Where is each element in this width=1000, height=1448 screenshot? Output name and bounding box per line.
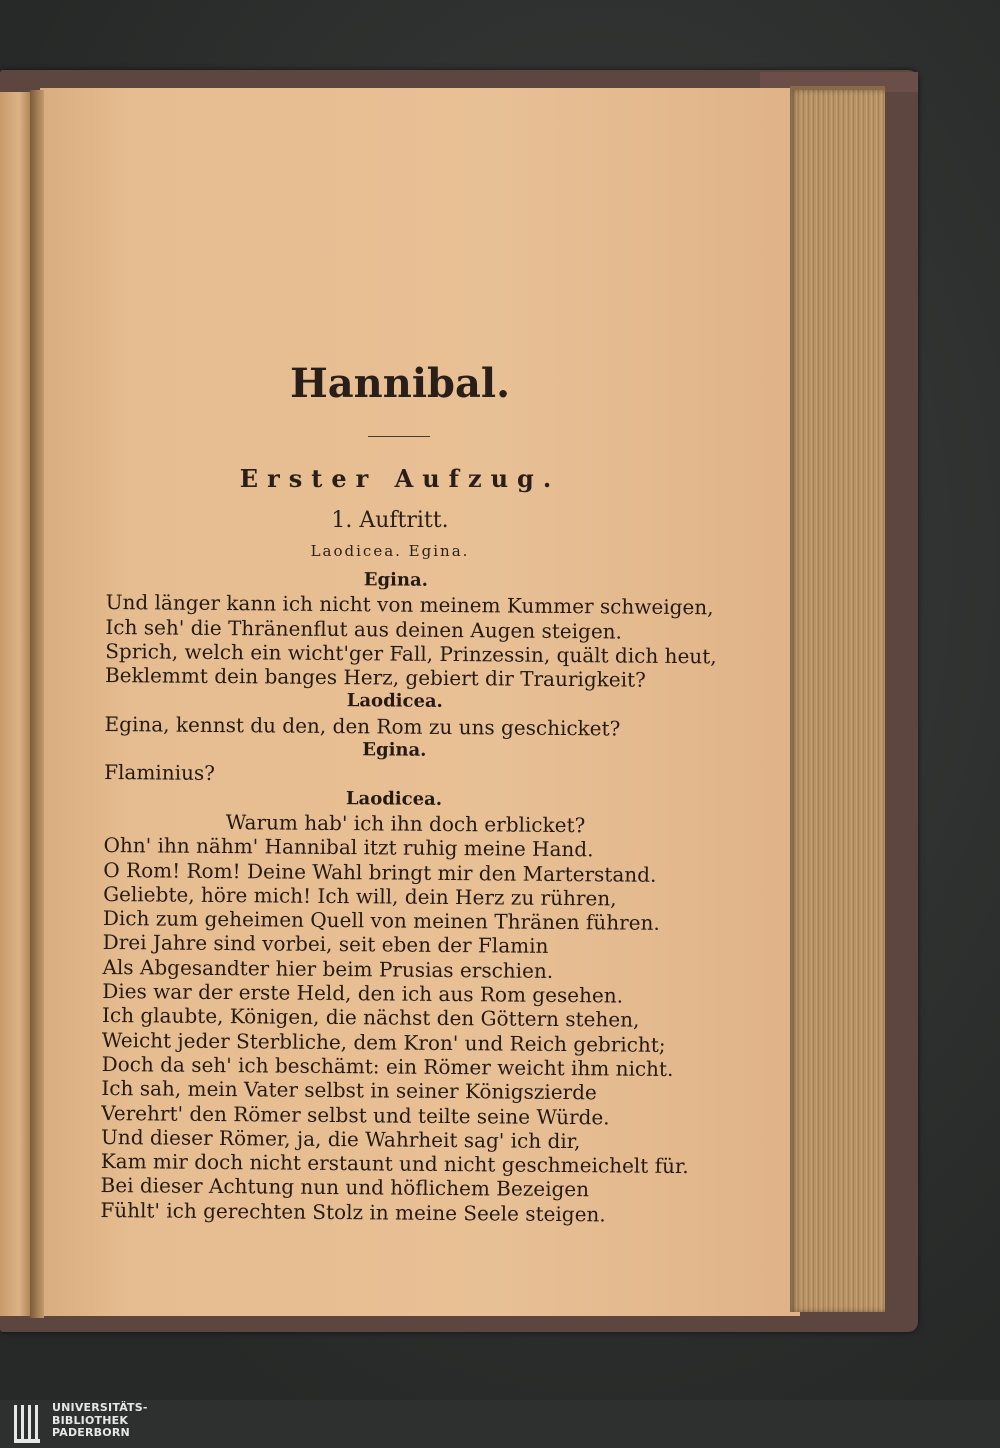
- page-block-edges: [790, 90, 885, 1312]
- verse-line: Dies war der erste Held, den ich aus Rom gesehen.: [102, 979, 624, 1008]
- verse-line: Egina, kennst du den, den Rom zu uns geschicket?: [104, 711, 621, 741]
- verse-line: Ich seh' die Thränenflut aus deinen Augen steigen.: [105, 614, 623, 644]
- verse-line: Doch da seh' ich beschämt: ein Römer weicht ihm nicht.: [101, 1051, 674, 1081]
- verse-line: Und länger kann ich nicht von meinem Kummer schweigen,: [105, 590, 714, 620]
- verse-line: Sprich, welch ein wicht'ger Fall, Prinzessin, quält dich heut,: [105, 638, 717, 669]
- title-divider: [368, 436, 430, 437]
- act-heading: Erster Aufzug.: [239, 464, 561, 493]
- verse-line: Kam mir doch nicht erstaunt und nicht geschmeichelt für.: [100, 1149, 689, 1179]
- verse-line: Ich glaubte, Königen, die nächst den Göttern stehen,: [101, 1003, 640, 1033]
- speaker-name: Egina.: [362, 739, 427, 761]
- cast-list: Laodicea. Egina.: [310, 542, 470, 560]
- speaker-name: Laodicea.: [346, 690, 443, 713]
- footer-bar: [0, 1400, 1000, 1448]
- verse-line: Verehrt' den Römer selbst und teilte seine Würde.: [101, 1100, 610, 1129]
- library-name: [52, 1402, 148, 1440]
- verse-line: Als Abgesandter hier beim Prusias erschien.: [102, 954, 554, 983]
- library-logo-icon: [12, 1403, 46, 1445]
- verse-line: Ohn' ihn nähm' Hannibal itzt ruhig meine Hand.: [103, 833, 594, 862]
- verse-line: Dich zum geheimen Quell von meinen Thränen führen.: [102, 906, 660, 936]
- verse-line: O Rom! Rom! Deine Wahl bringt mir den Marterstand.: [103, 857, 657, 887]
- speaker-name: Egina.: [363, 569, 429, 591]
- verse-line: Beklemmt dein banges Herz, gebiert dir Traurigkeit?: [104, 663, 646, 692]
- verse-line: Bei dieser Achtung nun und höflichem Bezeigen: [100, 1173, 590, 1202]
- left-page-edge: [0, 92, 32, 1316]
- verse-line: Ich sah, mein Vater selbst in seiner Königszierde: [101, 1076, 597, 1105]
- library-name-line-3: PADERBORN: [52, 1426, 130, 1439]
- verse-line: Drei Jahre sind vorbei, seit eben der Flamin: [102, 930, 549, 959]
- speaker-name: Laodicea.: [345, 787, 443, 810]
- verse-line: Flaminius?: [104, 760, 216, 786]
- library-name-line-1: UNIVERSITÄTS-: [52, 1401, 148, 1414]
- verse-line: Fühlt' ich gerechten Stolz in meine Seele steigen.: [100, 1197, 606, 1227]
- verse-line: Geliebte, höre mich! Ich will, dein Herz zu rühren,: [103, 881, 617, 911]
- page-gutter: [30, 90, 44, 1318]
- page-title: Hannibal.: [289, 360, 511, 407]
- verse-line: Warum hab' ich ihn doch erblicket?: [225, 810, 586, 838]
- verse-line: Weicht jeder Sterbliche, dem Kron' und Reich gebricht;: [101, 1027, 666, 1057]
- scene-heading: 1. Auftritt.: [331, 508, 449, 533]
- library-name-line-2: BIBLIOTHEK: [52, 1413, 129, 1427]
- dialogue-text: [100, 566, 716, 1227]
- verse-line: Und dieser Römer, ja, die Wahrheit sag' ich dir,: [100, 1124, 581, 1153]
